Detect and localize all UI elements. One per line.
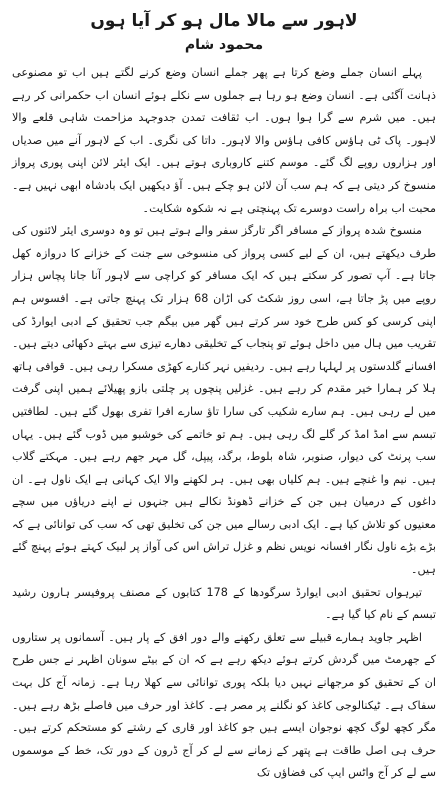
author-byline: محمود شام	[184, 37, 264, 53]
paragraph: اظہر جاوید ہمارے قبیلے سے تعلق رکھنے والے دور افق کے پار ہیں۔ آسمانوں پر ستاروں کے جھرمٹ میں گردش کرتے ہوئے دیکھ رہے ہے کہ ان کے بیٹے سونان اظہر نے جس طرح ان کے تحقیق کو مرجھانے نہیں دیا بلکہ پوری توانائی سے کھلا رہا ہے۔ زمانہ آج کل بہت سفاک ہے۔ ٹیکنالوجی کاغذ کو نگلنے پر مصر ہے۔ کاغذ اور حرف میں فاصلے بڑھ رہے ہیں۔ مگر کچھ لوگ کچھ نوجوان ایسے ہیں جو کاغذ اور قاری کے رشتے کو مستحکم کرتے ہیں۔ حرف ہی اصل طاقت ہے پتھر کے زمانے سے لے کر آج ڈرون کے دور تک، خط کے موسموں سے لے کر آج واٹس ایپ کی فضاؤں تک	[12, 630, 436, 780]
paragraph: پہلے انسان جملے وضع کرتا ہے پھر جملے انسان وضع کرنے لگتے ہیں اب تو مصنوعی ذہانت آگئی ہے۔ انسان وضع ہو رہا ہے جملوں سے نکلے ہوئے انسان اب حکمرانی کر رہے ہیں۔ میں شرم سے گرا ہوا ہوں۔ اب ثقافت تمدن جدوجہد مزاحمت شاہی قلعے والا لاہور۔ پاک ٹی ہاؤس کافی ہاؤس والا لاہور۔ داتا کی نگری۔ اب کے لاہور آنے میں صدیاں اور ہزاروں روپے لگ گئے۔ موسم کتنے کاروباری ہوتے ہیں۔ ایک ایئر لائن اپنی پوری پرواز منسوخ کر دیتی ہے کہ ہم سب آن لائن ہو چکے ہیں۔ آؤ دیکھیں ایک بادشاہ ابھی نہیں ہے۔ محبت اب براہ راست دوسرے تک پہنچتی ہے نہ شکوہ شکایت۔	[12, 66, 436, 215]
paragraph: منسوخ شدہ پرواز کے مسافر اگر تارگز سفر والے ہوتے ہیں تو وہ دوسری ایئر لائنوں کی طرف دیکھتے ہیں، ان کے لیے کسی پرواز کی منسوخی سے جنت کے خزانے کا دروازہ کھل جاتا ہے۔ آپ تصور کر سکتے ہیں کہ ایک مسافر کو کراچی سے لاہور آنا جانا پچاس ہزار روپے میں پڑ جاتا ہے، اسی روز شکٹ کی اڑان 68 ہزار تک پہنچ جاتی ہے۔ افسوس ہم اپنی کرسی کو کس طرح خود سر کرتے ہیں گھر میں بیگم جب تحقیق کے ادبی ایوارڈ کی تقریب میں ہال میں داخل ہوئے تو پنجاب کے تخلیقی دھارے تیزی سے بہتے دکھائی دیتے ہیں۔ افسانے گلدستوں پر لہلہا رہے ہیں۔ ردیفیں نہر کنارے کھڑی مسکرا رہی ہیں۔ قوافی ہاتھ ہلا کر ہمارا خیر مقدم کر رہے ہیں۔ غزلیں پنچوں پر چلتی بازو پھیلائے ہمیں اپنی گرفت میں لے رہی ہیں۔ ہم سارے شکیب کی سارا تاؤ سارے افرا تفری بھول گئے ہیں۔ لطافتیں تبسم سے امڈ امڈ کر گلے لگ رہی ہیں۔ ہم تو خاتمے کی خوشبو میں ڈوب گئے ہیں۔ یہاں سب پرنٹ کی دیوار، صنوبر، شاہ بلوط، برگد، پیپل، گل مہر جھم رہے ہیں۔ مہکتے گلاب ہیں۔ نیم وا غنچے ہیں۔ ہم کلیاں بھی ہیں۔ ہر لکھنے والا ایک کہانی ہے ایک ناول ہے۔ ان داغوں کے درمیان ہیں جن کے خزانے ڈھونڈ نکالے ہیں جنہوں نے اپنے دریاؤں میں سچے معنیوں کو تلاش کیا ہے۔ ایک ادبی رسالے میں جن کی تخلیق تھی کہ سب کی توانائی ہے کہ بڑے بڑے ناول نگار افسانہ نویس نظم و غزل تراش اس کی آواز پر لبیک کہتے ہوئے پہنچ گئے ہیں۔	[12, 224, 436, 577]
article-body	[12, 62, 436, 785]
article-title: لاہور سے مالا مال ہو کر آیا ہوں	[90, 11, 358, 31]
paragraph: تیرہواں تحقیق ادبی ایوارڈ سرگودھا کے 178 کتابوں کے مصنف پروفیسر ہارون رشید تبسم کے نام کیا گیا ہے۔	[12, 585, 436, 622]
